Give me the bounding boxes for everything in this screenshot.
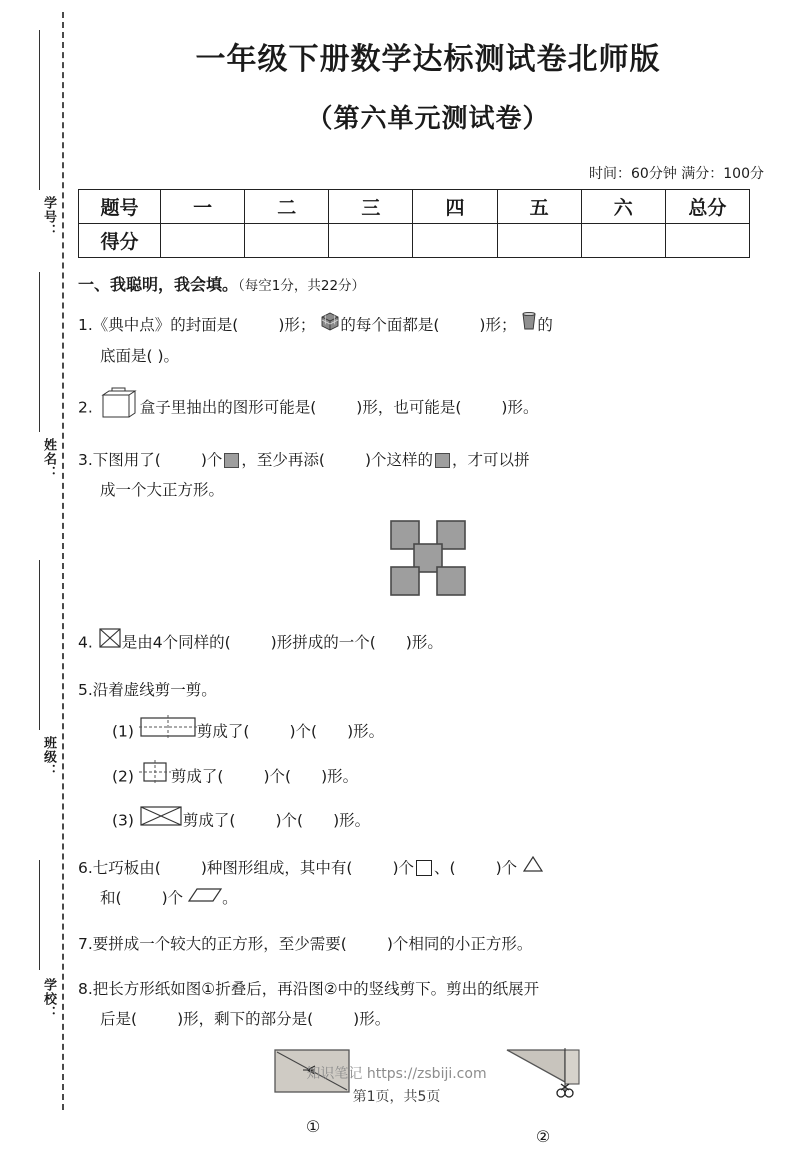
margin-label-name: 姓名： xyxy=(41,438,56,480)
q6-line2-b: )个 xyxy=(161,889,184,907)
score-cell-6[interactable] xyxy=(581,224,665,258)
exam-meta: 时间：60分钟 满分：100分 xyxy=(589,166,764,182)
q3-text-b: )个 xyxy=(200,450,223,469)
q5c-text-c: )形。 xyxy=(333,811,371,829)
q1-text-e: 的 xyxy=(537,316,553,334)
margin-rule-2 xyxy=(39,272,40,432)
page-number: 第1页，共5页 xyxy=(352,1089,441,1105)
q3-text-c: ，至少再添( xyxy=(241,450,325,469)
col-5: 五 xyxy=(497,190,581,224)
q6-line2-c: 。 xyxy=(222,889,238,907)
row-header-score: 得分 xyxy=(79,224,161,258)
q3-text-d: )个这样的 xyxy=(364,450,434,469)
pinwheel-figure xyxy=(78,515,778,611)
q1-text-c: 的每个面都是( xyxy=(340,316,440,334)
question-3 xyxy=(78,445,778,611)
q5b-text-a: 剪成了( xyxy=(170,767,224,785)
margin-rule-4 xyxy=(39,860,40,970)
gray-square-icon xyxy=(224,453,239,468)
q8-line2-b: )形，剩下的部分是( xyxy=(177,1009,314,1028)
section-heading xyxy=(78,272,778,295)
q2-text-b: )形，也可能是( xyxy=(356,398,462,416)
q6-text-c: )个 xyxy=(392,858,415,877)
question-4 xyxy=(78,626,778,660)
fold-line xyxy=(62,12,64,1110)
question-5-sub-1 xyxy=(78,714,778,750)
q4-text-c: )形。 xyxy=(405,633,443,651)
question-5-sub-3 xyxy=(78,804,778,838)
parallelogram-icon xyxy=(188,884,222,914)
score-cell-5[interactable] xyxy=(497,224,581,258)
q8-line1: 把长方形纸如图①折叠后，再沿图②中的竖线剪下。剪出的纸展开 xyxy=(92,979,540,998)
q5-text: 沿着虚线剪一剪。 xyxy=(92,680,217,699)
score-cell-4[interactable] xyxy=(413,224,497,258)
q4-text-a: 是由4个同样的( xyxy=(121,633,231,651)
row-header-number: 题号 xyxy=(79,190,161,224)
margin-label-class: 班级： xyxy=(41,736,56,778)
margin-label-student-id: 学号： xyxy=(41,196,56,238)
watermark-text: 知识笔记 https://zsbiji.com xyxy=(306,1066,487,1082)
q5-number: 5. xyxy=(78,680,93,699)
q8-line2-c: )形。 xyxy=(353,1009,391,1028)
col-total: 总分 xyxy=(665,190,749,224)
q8-line2-a: 后是( xyxy=(100,1009,138,1028)
q2-text-c: )形。 xyxy=(501,398,539,416)
rect-diagonals-icon xyxy=(139,804,183,838)
q5c-text-a: 剪成了( xyxy=(182,811,236,829)
q6-number: 6. xyxy=(78,858,93,877)
q7-number: 7. xyxy=(78,934,93,953)
score-cell-2[interactable] xyxy=(245,224,329,258)
q8-number: 8. xyxy=(78,979,93,998)
q6-text-e: )个 xyxy=(495,858,518,877)
q4-text-b: )形拼成的一个( xyxy=(270,633,376,651)
q5b-label: (2) xyxy=(112,767,134,785)
q1-number: 1. xyxy=(78,316,93,334)
q5a-text-a: 剪成了( xyxy=(196,722,250,740)
score-table xyxy=(78,189,750,258)
q3-line2: 成一个大正方形。 xyxy=(100,480,225,499)
triangle-icon xyxy=(522,853,544,883)
question-5-sub-2 xyxy=(78,759,778,795)
table-row-scores xyxy=(79,224,750,258)
q5b-text-b: )个( xyxy=(263,767,292,785)
q5c-label: (3) xyxy=(112,811,134,829)
q8-figure-2-caption: ② xyxy=(535,1126,551,1146)
q5a-label: (1) xyxy=(112,722,134,740)
square-with-x-icon xyxy=(98,626,122,660)
q3-text-e: ，才可以拼 xyxy=(452,450,530,469)
q6-text-a: 七巧板由( xyxy=(92,858,161,877)
table-row-headers xyxy=(79,190,750,224)
cube-icon xyxy=(320,311,340,341)
q6-text-b: )种图形组成，其中有( xyxy=(200,858,353,877)
question-6 xyxy=(78,853,778,914)
q5c-text-b: )个( xyxy=(275,811,304,829)
col-3: 三 xyxy=(329,190,413,224)
col-4: 四 xyxy=(413,190,497,224)
cup-icon xyxy=(521,311,537,341)
margin-rule-3 xyxy=(39,560,40,730)
q7-text-b: )个相同的小正方形。 xyxy=(386,934,533,953)
q6-line2 xyxy=(78,883,778,914)
q3-number: 3. xyxy=(78,450,93,469)
section-heading-text: 一、我聪明，我会填。 xyxy=(78,275,239,294)
q7-text-a: 要拼成一个较大的正方形，至少需要( xyxy=(92,934,347,953)
q1-text-b: )形； xyxy=(278,316,316,334)
q1-text-a: 《典中点》的封面是( xyxy=(92,316,239,334)
score-cell-1[interactable] xyxy=(161,224,245,258)
gray-square-icon-2 xyxy=(435,453,450,468)
q6-line2-a: 和( xyxy=(100,889,122,907)
score-cell-3[interactable] xyxy=(329,224,413,258)
q1-text-d: )形； xyxy=(479,316,517,334)
margin-label-school: 学校： xyxy=(41,978,56,1020)
question-2 xyxy=(78,386,778,430)
question-7 xyxy=(78,929,778,959)
question-5 xyxy=(78,675,778,838)
score-cell-total[interactable] xyxy=(665,224,749,258)
col-2: 二 xyxy=(245,190,329,224)
q4-number: 4. xyxy=(78,633,93,651)
box-icon xyxy=(98,386,140,430)
question-1 xyxy=(78,310,778,371)
col-1: 一 xyxy=(161,190,245,224)
section-points: （每空1分，共22分） xyxy=(238,278,366,294)
q5a-text-b: )个( xyxy=(289,722,318,740)
q8-figure-1-caption: ① xyxy=(305,1116,321,1136)
margin-rule-1 xyxy=(39,30,40,190)
page-footer xyxy=(0,1063,793,1106)
q3-text-a: 下图用了( xyxy=(92,450,161,469)
col-6: 六 xyxy=(581,190,665,224)
q2-text-a: 盒子里抽出的图形可能是( xyxy=(139,398,317,416)
q2-number: 2. xyxy=(78,398,93,416)
q8-line2 xyxy=(78,1004,778,1034)
page-subtitle: （第六单元测试卷） xyxy=(306,104,550,134)
square-icon xyxy=(416,860,432,876)
q5b-text-c: )形。 xyxy=(321,767,359,785)
q5a-text-c: )形。 xyxy=(347,722,385,740)
q6-text-d: 、( xyxy=(434,858,456,877)
page-title: 一年级下册数学达标测试卷北师版 xyxy=(195,42,661,77)
rect-dashed-cross-icon xyxy=(139,714,197,750)
q1-line2: 底面是( )。 xyxy=(100,346,180,365)
square-dashed-cross-icon xyxy=(139,759,171,795)
